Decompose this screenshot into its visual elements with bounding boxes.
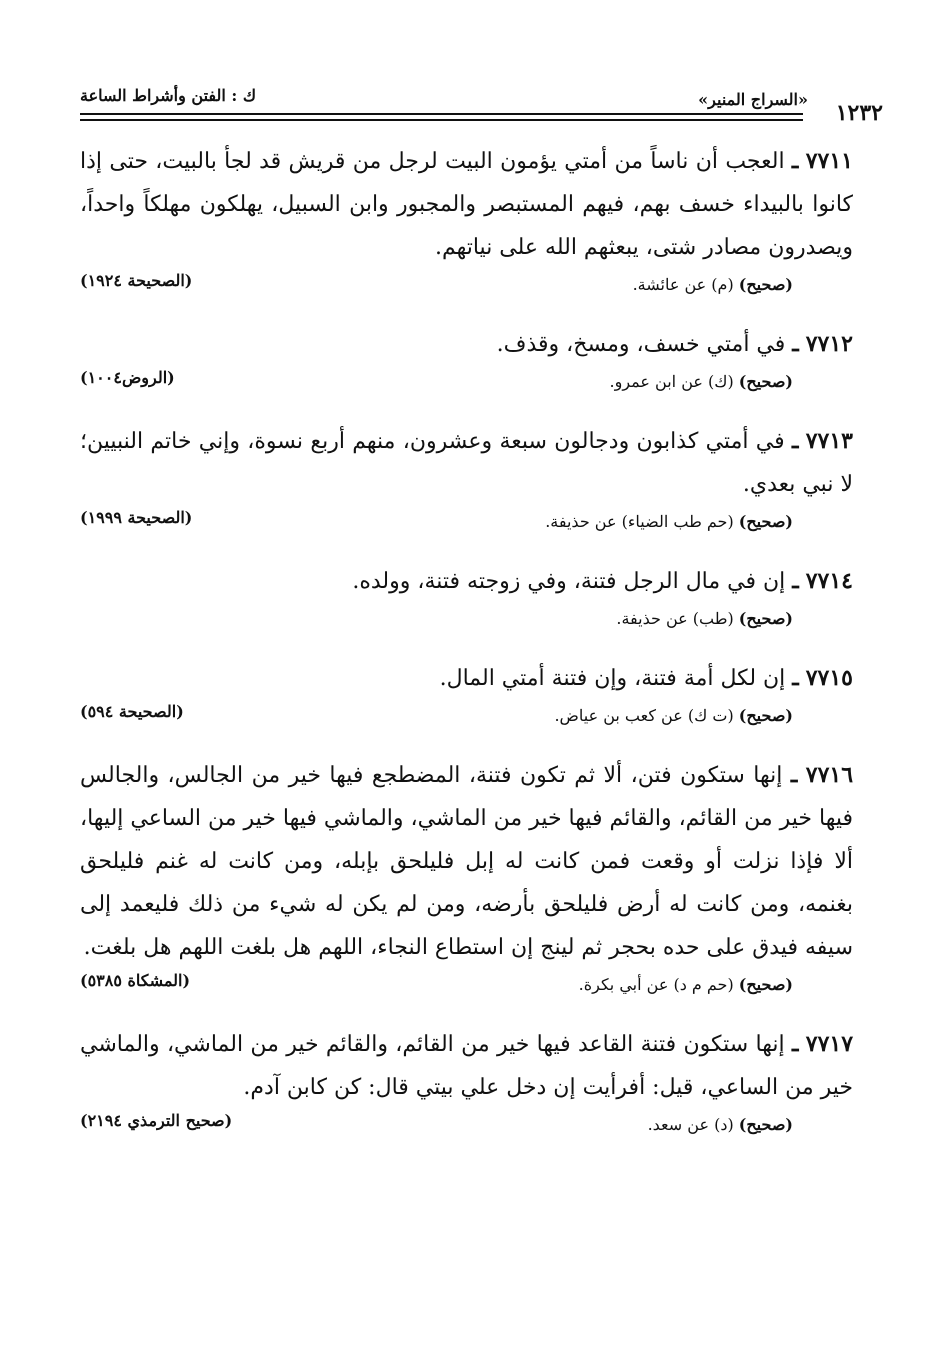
hadith-grading [633,275,793,294]
hadith-number: ٧٧١٢ [805,331,853,357]
narrators: (ك) عن ابن عمرو. [609,372,734,391]
source-reference: (الروض١٠٠٤) [80,368,175,387]
hadith-text: إن لكل أمة فتنة، وإن فتنة أمتي المال. [439,666,786,691]
hadith-entry [80,140,853,309]
hadith-text-block [80,1023,853,1109]
hadith-reference [80,700,853,740]
hadith-text: إنها ستكون فتن، ألا ثم تكون فتنة، المضطجع فيها خير من الجالس، والجالس فيها خير من القائم، والقائم فيها خير من الماشي، والماشي فيها خير من الساعي إليها، ألا فإذا نزلت أو وقعت فمن كانت له إبل فليلحق بإبله، ومن كانت له غنم فليلحق بغنمه، ومن كانت له أرض فليلحق بأرضه، ومن لم يكن له شيء من ذلك فليعمد إلى سيفه فيدق على حده بحجر ثم لينج إن استطاع النجاء، اللهم هل بلغت اللهم هل بلغت. [80,763,853,960]
hadith-list [80,140,853,1163]
source-reference: (صحيح الترمذي ٢١٩٤) [80,1111,233,1130]
hadith-grading [616,609,793,628]
hadith-number: ٧٧١٦ [805,762,854,788]
hadith-separator: ـ [791,148,799,174]
hadith-text-block [80,420,853,506]
source-reference: (الصحيحة ١٩٩٩) [80,508,193,527]
hadith-text-block [80,560,853,603]
grade-label: (صحيح) [738,372,793,391]
hadith-number: ٧٧١٣ [805,428,853,454]
header-rule [80,119,803,121]
hadith-entry [80,754,853,1009]
hadith-reference [80,1109,853,1149]
hadith-entry [80,323,853,406]
hadith-number: ٧٧١١ [805,148,853,174]
hadith-separator: ـ [791,1031,799,1057]
source-reference: (الصحيحة ١٩٢٤) [80,271,193,290]
hadith-reference [80,269,853,309]
hadith-number: ٧٧١٥ [805,665,853,691]
hadith-text-block [80,657,853,700]
narrators: (د) عن سعد. [647,1115,734,1134]
hadith-separator: ـ [792,331,799,357]
hadith-entry [80,657,853,740]
hadith-entry [80,420,853,546]
book-title: «السراج المنير» [698,90,808,109]
hadith-grading [554,706,793,725]
grade-label: (صحيح) [738,1115,793,1134]
hadith-text: العجب أن ناساً من أمتي يؤمون البيت لرجل من قريش قد لجأ بالبيت، حتى إذا كانوا بالبيداء خسف بهم، فيهم المستبصر والمجبور وابن السبيل، يهلكون مهلكاً واحداً، ويصدرون مصادر شتى، يبعثهم الله على نياتهم. [80,149,853,260]
narrators: (طب) عن حذيفة. [616,609,734,628]
hadith-text: في أمتي كذابون ودجالون سبعة وعشرون، منهم أربع نسوة، وإني خاتم النبيين؛ لا نبي بعدي. [80,429,853,497]
narrators: (حم طب الضياء) عن حذيفة. [545,512,734,531]
chapter-title: ك : الفتن وأشراط الساعة [80,86,257,105]
hadith-entry [80,560,853,643]
hadith-grading [545,512,793,531]
hadith-grading [648,1115,793,1134]
source-reference: (المشكاة ٥٣٨٥) [80,971,191,990]
hadith-separator: ـ [790,762,798,788]
hadith-separator: ـ [792,568,799,594]
hadith-grading [579,975,793,994]
hadith-reference [80,969,853,1009]
hadith-reference [80,366,853,406]
hadith-text-block [80,323,853,366]
hadith-separator: ـ [792,665,799,691]
narrators: (ت ك) عن كعب بن عياض. [554,706,734,725]
hadith-separator: ـ [791,428,799,454]
hadith-number: ٧٧١٤ [805,568,853,594]
hadith-reference [80,603,853,643]
hadith-text: في أمتي خسف، ومسخ، وقذف. [496,332,786,357]
grade-label: (صحيح) [738,512,793,531]
grade-label: (صحيح) [738,975,793,994]
source-reference: (الصحيحة ٥٩٤) [80,702,184,721]
narrators: (م) عن عائشة. [632,275,734,294]
hadith-grading [610,372,793,391]
narrators: (حم م د) عن أبي بكرة. [578,975,734,994]
hadith-text-block [80,754,853,969]
header-rule [80,113,803,115]
hadith-reference [80,506,853,546]
hadith-number: ٧٧١٧ [805,1031,854,1057]
hadith-text-block [80,140,853,269]
grade-label: (صحيح) [738,706,793,725]
grade-label: (صحيح) [738,275,793,294]
grade-label: (صحيح) [738,609,793,628]
page-number: ١٢٣٢ [835,100,883,126]
hadith-entry [80,1023,853,1149]
hadith-text: إنها ستكون فتنة القاعد فيها خير من القائم، والقائم خير من الماشي، والماشي خير من الساعي، قيل: أفرأيت إن دخل علي بيتي قال: كن كابن آدم. [80,1032,853,1100]
hadith-text: إن في مال الرجل فتنة، وفي زوجته فتنة، وولده. [352,569,786,594]
